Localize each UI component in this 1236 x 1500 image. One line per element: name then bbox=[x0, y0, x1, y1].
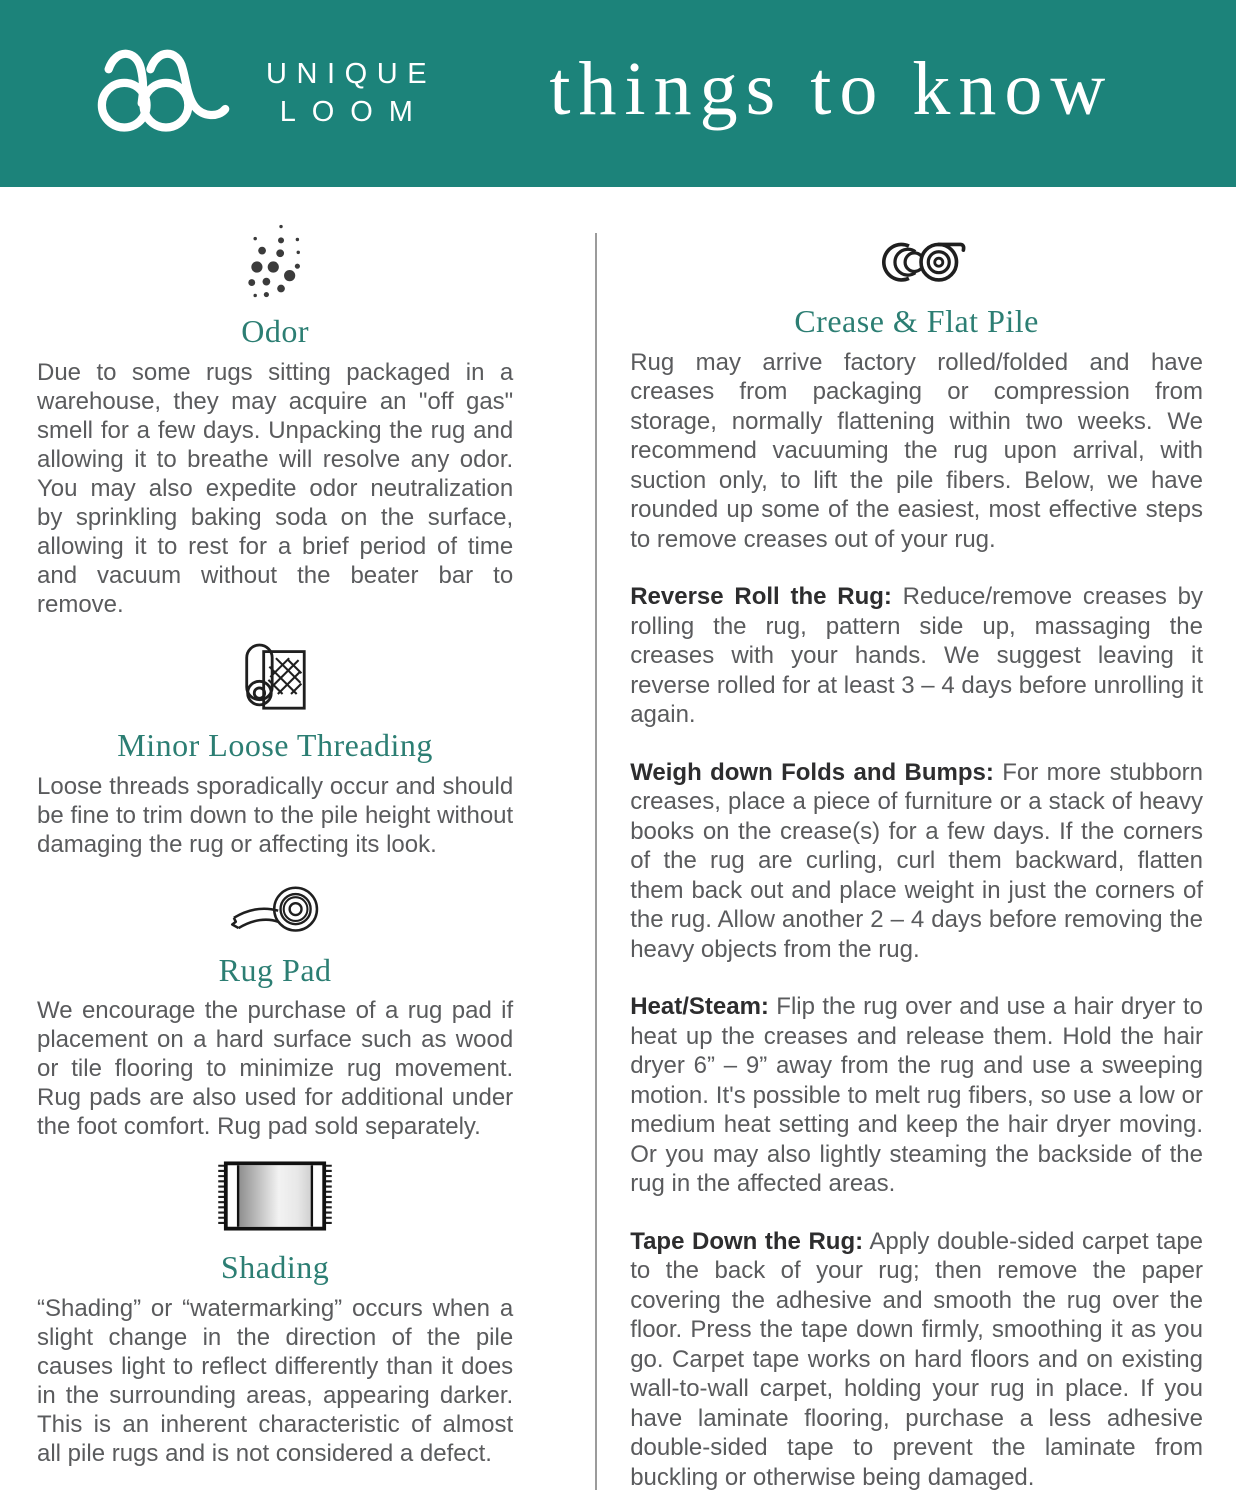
section-odor bbox=[37, 221, 513, 619]
section-body-odor: Due to some rugs sitting packaged in a warehouse, they may acquire an "off gas" smell for a few days. Unpacking the rug and allowing it to breathe will resolve any odor. You may also expedite odor neutralization by sprinkling baking soda on the surface, allowing it to rest for a brief period of time and vacuum without the beater bar to remove. bbox=[37, 358, 514, 618]
tip-label-heat-steam: Heat/Steam: bbox=[630, 993, 769, 1021]
tip-heat-steam bbox=[630, 992, 1203, 1199]
section-body-loose-threading: Loose threads sporadically occur and should be fine to trim down to the pile height without damaging the rug or affecting its look. bbox=[37, 772, 514, 858]
tip-label-tape-down: Tape Down the Rug: bbox=[630, 1227, 864, 1255]
brand-lockup bbox=[92, 43, 437, 144]
section-title-rug-pad: Rug Pad bbox=[218, 951, 332, 988]
tip-text-weigh-down: For more stubborn creases, place a piece of furniture or a stack of heavy books on the crease(s) for a few days. If the corners of the rug are curling, curl them backward, flatten them back out and place weight in just the corners of the rug. Allow another 2 – 4 days before removing the heavy objects from the rug. bbox=[630, 758, 1204, 963]
section-title-crease-flat-pile: Crease & Flat Pile bbox=[794, 303, 1039, 339]
section-crease-flat-pile bbox=[630, 237, 1203, 1492]
brand-line-2: LOOM bbox=[279, 95, 429, 128]
section-title-shading: Shading bbox=[220, 1249, 330, 1286]
brand-line-1: UNIQUE bbox=[266, 57, 437, 90]
left-column bbox=[37, 221, 513, 1500]
rolled-rug-hatch-icon bbox=[37, 639, 513, 717]
crease-roll-icon bbox=[630, 237, 1203, 289]
section-shading bbox=[37, 1161, 513, 1468]
page-title: things to know bbox=[549, 47, 1114, 131]
odor-dots-icon bbox=[37, 221, 513, 301]
brand-name bbox=[266, 56, 437, 131]
right-column bbox=[630, 221, 1203, 1500]
tip-reverse-roll bbox=[630, 582, 1203, 730]
tip-text-tape-down: Apply double-sided carpet tape to the back of your rug; then remove the paper covering the adhesive and smooth the rug over the floor. Press the tape down firmly, smoothing it as you go. Carpet tape works on hard floors and on existing wall-to-wall carpet, holding your rug in place. If you have laminate flooring, purchase a less adhesive double-sided tape to prevent the laminate from buckling or otherwise being damaged. bbox=[630, 1227, 1204, 1491]
section-title-odor: Odor bbox=[241, 313, 309, 349]
column-divider bbox=[595, 233, 597, 1490]
tip-text-reverse-roll: Reduce/remove creases by rolling the rug, pattern side up, massaging the creases with your hands. We suggest leaving it reverse rolled for at least 3 – 4 days before unrolling it again. bbox=[630, 583, 1204, 729]
section-loose-threading bbox=[37, 639, 513, 859]
section-body-rug-pad: We encourage the purchase of a rug pad if placement on a hard surface such as wood or tile flooring to minimize rug movement. Rug pads are also used for additional under the foot comfort. Rug pad sold separately. bbox=[37, 997, 514, 1141]
tip-label-reverse-roll: Reverse Roll the Rug: bbox=[630, 583, 892, 611]
tip-text-heat-steam: Flip the rug over and use a hair dryer to heat up the creases and release them. Hold the hair dryer 6” – 9” away from the rug and use a sweeping motion. It's possible to melt rug fibers, so use a low or medium heat setting and keep the hair dryer moving. Or you may also lightly steaming the backside of the rug in the affected areas. bbox=[630, 993, 1203, 1198]
section-body-shading: “Shading” or “watermarking” occurs when a slight change in the direction of the pile causes light to reflect differently than it does in the surrounding areas, appearing darker. This is an inherent characteristic of almost all pile rugs and is not considered a defect. bbox=[37, 1295, 514, 1468]
shaded-rug-icon bbox=[37, 1161, 513, 1231]
tip-label-weigh-down: Weigh down Folds and Bumps: bbox=[630, 758, 994, 786]
rug-pad-roll-icon bbox=[37, 879, 513, 936]
tip-weigh-down bbox=[630, 758, 1203, 965]
section-rug-pad bbox=[37, 879, 513, 1142]
section-title-loose-threading: Minor Loose Threading bbox=[117, 726, 433, 763]
section-intro-crease-flat-pile: Rug may arrive factory rolled/folded and have creases from packaging or compression from storage, normally flattening within two weeks. We recommend vacuuming the rug upon arrival, with suction only, to lift the pile fibers. Below, we have rounded up some of the easiest, most effective steps to remove creases out of your rug. bbox=[630, 348, 1203, 553]
tip-tape-down bbox=[630, 1227, 1203, 1493]
banner bbox=[0, 0, 1236, 187]
unique-loom-logo bbox=[92, 43, 238, 144]
content bbox=[0, 187, 1236, 1500]
